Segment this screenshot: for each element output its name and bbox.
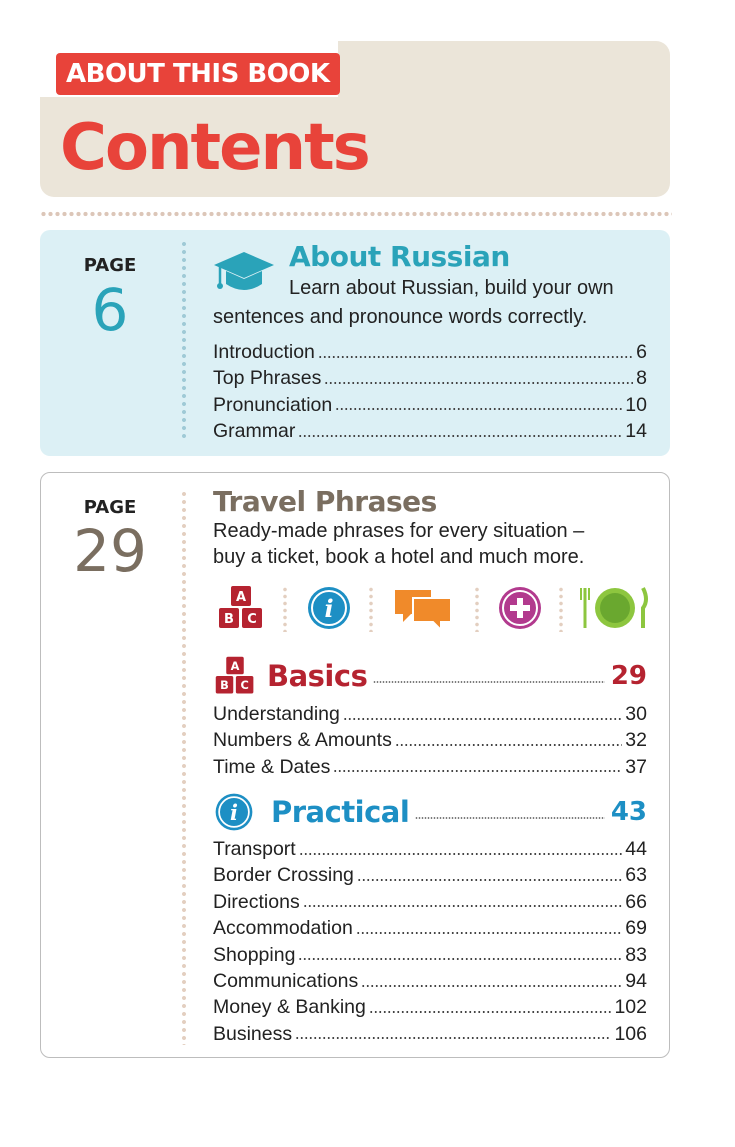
abc-blocks-icon[interactable] [217,584,265,632]
info-icon[interactable] [305,584,353,632]
toc-row[interactable]: Numbers & Amounts 32 [213,729,647,752]
toc-row[interactable]: Transport 44 [213,838,647,860]
svg-text:B: B [224,612,234,627]
svg-text:A: A [235,590,247,605]
toc-row[interactable]: Pronunciation 10 [213,393,647,416]
toc-row[interactable]: Time & Dates 37 [213,755,647,778]
svg-text:C: C [240,678,249,693]
section2-page-number: 29 [73,517,147,585]
section2-page-label: PAGE [83,497,137,518]
speech-bubbles-icon[interactable] [391,584,455,632]
basics-toc [213,701,647,780]
graduation-cap-icon [212,250,276,298]
svg-text:i: i [324,594,334,623]
section2-dotted-separator [181,490,187,1045]
toc-row[interactable]: Money & Banking 102 [213,996,647,1019]
toc-row[interactable]: Introduction 6 [213,341,647,363]
plate-cutlery-icon[interactable] [579,584,651,632]
section1-title: About Russian [289,240,510,273]
section2-title: Travel Phrases [213,485,437,518]
toc-row[interactable]: Understanding 30 [213,703,647,725]
svg-text:i: i [230,799,238,825]
section1-description-line1: Learn about Russian, build your own [289,277,614,299]
toc-row[interactable]: Accommodation 69 [213,917,647,940]
svg-text:A: A [230,658,240,673]
toc-row[interactable]: Shopping 83 [213,943,647,966]
section1-description-line2: sentences and pronounce words correctly. [213,306,588,328]
medical-plus-icon[interactable] [496,584,544,632]
section2-description-line2: buy a ticket, book a hotel and much more. [213,546,585,568]
section1-toc [213,339,647,445]
toc-row[interactable]: Border Crossing 63 [213,864,647,887]
section2-description-line1: Ready-made phrases for every situation – [213,520,585,542]
toc-row[interactable]: Business 106 [213,1022,647,1045]
basics-title: Basics [267,659,368,693]
about-this-book-badge: ABOUT THIS BOOK [56,53,340,95]
toc-row[interactable]: Top Phrases 8 [213,367,647,390]
abc-blocks-icon [213,655,257,697]
practical-toc [213,836,647,1047]
practical-title: Practical [271,795,410,829]
category-icon-strip [213,584,653,634]
page-title: Contents [60,111,369,185]
section1-page-label: PAGE [83,255,137,276]
svg-text:C: C [247,612,257,627]
info-icon [213,791,255,833]
toc-row[interactable]: Directions 66 [213,890,647,913]
dotted-divider [40,211,672,217]
section1-dotted-separator [181,240,187,440]
practical-page: 43 [610,797,647,827]
section1-page-number: 6 [91,276,129,344]
svg-text:B: B [220,678,229,693]
category-practical[interactable] [213,792,647,832]
category-basics[interactable] [213,656,647,696]
toc-row[interactable]: Communications 94 [213,969,647,992]
toc-row[interactable]: Grammar 14 [213,420,647,443]
basics-page: 29 [610,661,647,691]
